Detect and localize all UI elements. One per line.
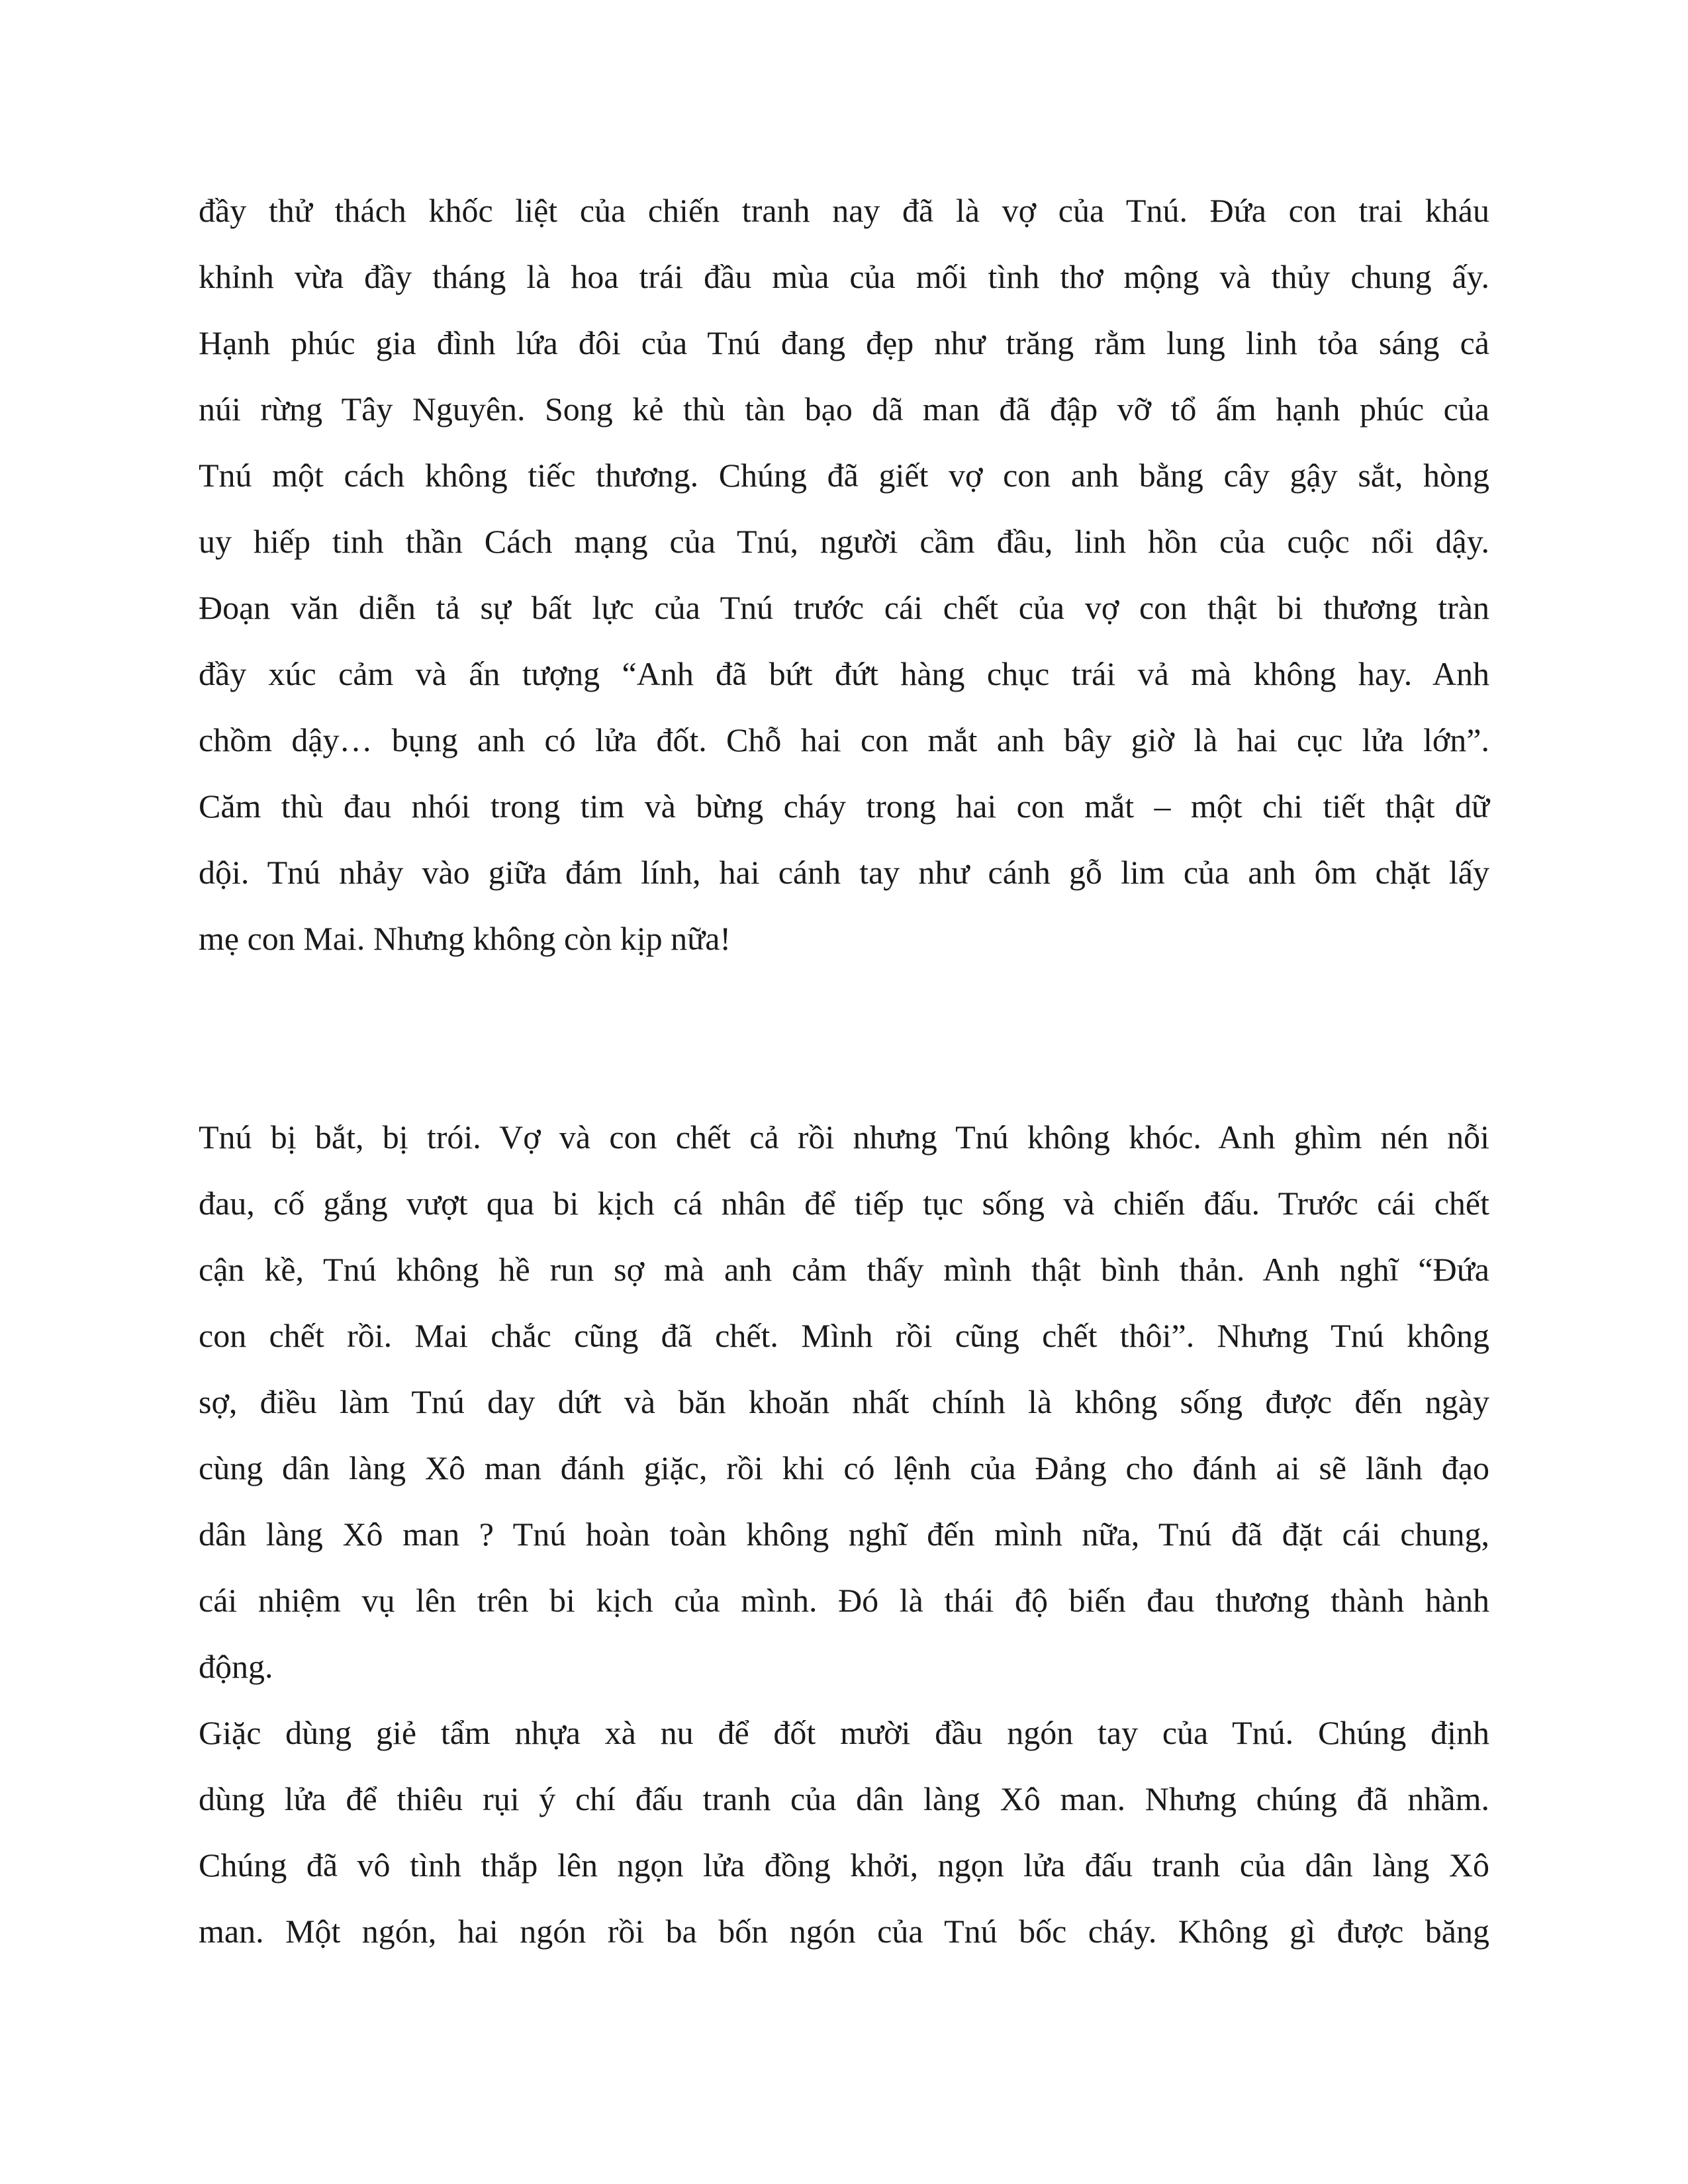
paragraph-1: [199, 177, 1489, 972]
text-line: con chết rồi. Mai chắc cũng đã chết. Mình rồi cũng chết thôi”. Nhưng Tnú không: [199, 1317, 1489, 1354]
text-line: đau, cố gắng vượt qua bi kịch cá nhân để tiếp tục sống và chiến đấu. Trước cái chết: [199, 1185, 1489, 1222]
text-line: chồm dậy… bụng anh có lửa đốt. Chỗ hai con mắt anh bây giờ là hai cục lửa lớn”.: [199, 721, 1489, 758]
paragraph-3: [199, 1700, 1489, 1964]
text-line: cận kề, Tnú không hề run sợ mà anh cảm thấy mình thật bình thản. Anh nghĩ “Đứa: [199, 1251, 1489, 1288]
text-line: mẹ con Mai. Nhưng không còn kịp nữa!: [199, 920, 731, 957]
text-line: Chúng đã vô tình thắp lên ngọn lửa đồng khởi, ngọn lửa đấu tranh của dân làng Xô: [199, 1846, 1489, 1884]
text-line: dân làng Xô man ? Tnú hoàn toàn không nghĩ đến mình nữa, Tnú đã đặt cái chung,: [199, 1516, 1489, 1553]
text-line: cùng dân làng Xô man đánh giặc, rồi khi có lệnh của Đảng cho đánh ai sẽ lãnh đạo: [199, 1449, 1489, 1486]
text-line: dội. Tnú nhảy vào giữa đám lính, hai cánh tay như cánh gỗ lim của anh ôm chặt lấy: [199, 854, 1489, 891]
text-line: Đoạn văn diễn tả sự bất lực của Tnú trước cái chết của vợ con thật bi thương tràn: [199, 589, 1489, 626]
text-line: khỉnh vừa đầy tháng là hoa trái đầu mùa của mối tình thơ mộng và thủy chung ấy.: [199, 258, 1489, 295]
document-page: [199, 177, 1489, 1964]
text-line: Giặc dùng giẻ tẩm nhựa xà nu để đốt mười đầu ngón tay của Tnú. Chúng định: [199, 1714, 1489, 1751]
text-line: Hạnh phúc gia đình lứa đôi của Tnú đang đẹp như trăng rằm lung linh tỏa sáng cả: [199, 324, 1489, 361]
text-line: uy hiếp tinh thần Cách mạng của Tnú, người cầm đầu, linh hồn của cuộc nổi dậy.: [199, 523, 1489, 560]
text-line: Tnú một cách không tiếc thương. Chúng đã giết vợ con anh bằng cây gậy sắt, hòng: [199, 457, 1489, 494]
text-line: động.: [199, 1648, 273, 1685]
text-line: Căm thù đau nhói trong tim và bừng cháy trong hai con mắt – một chi tiết thật dữ: [199, 788, 1489, 825]
text-line: núi rừng Tây Nguyên. Song kẻ thù tàn bạo dã man đã đập vỡ tổ ấm hạnh phúc của: [199, 390, 1489, 428]
paragraph-spacer: [199, 972, 1489, 1104]
text-line: dùng lửa để thiêu rụi ý chí đấu tranh của dân làng Xô man. Nhưng chúng đã nhầm.: [199, 1780, 1489, 1817]
text-line: man. Một ngón, hai ngón rồi ba bốn ngón của Tnú bốc cháy. Không gì được băng: [199, 1913, 1489, 1950]
text-line: Tnú bị bắt, bị trói. Vợ và con chết cả rồi nhưng Tnú không khóc. Anh ghìm nén nỗi: [199, 1118, 1489, 1156]
text-line: đầy xúc cảm và ấn tượng “Anh đã bứt đứt hàng chục trái vả mà không hay. Anh: [199, 655, 1489, 692]
paragraph-2: [199, 1104, 1489, 1700]
text-line: đầy thử thách khốc liệt của chiến tranh nay đã là vợ của Tnú. Đứa con trai kháu: [199, 192, 1489, 229]
text-line: sợ, điều làm Tnú day dứt và băn khoăn nhất chính là không sống được đến ngày: [199, 1383, 1489, 1420]
text-line: cái nhiệm vụ lên trên bi kịch của mình. Đó là thái độ biến đau thương thành hành: [199, 1582, 1489, 1619]
